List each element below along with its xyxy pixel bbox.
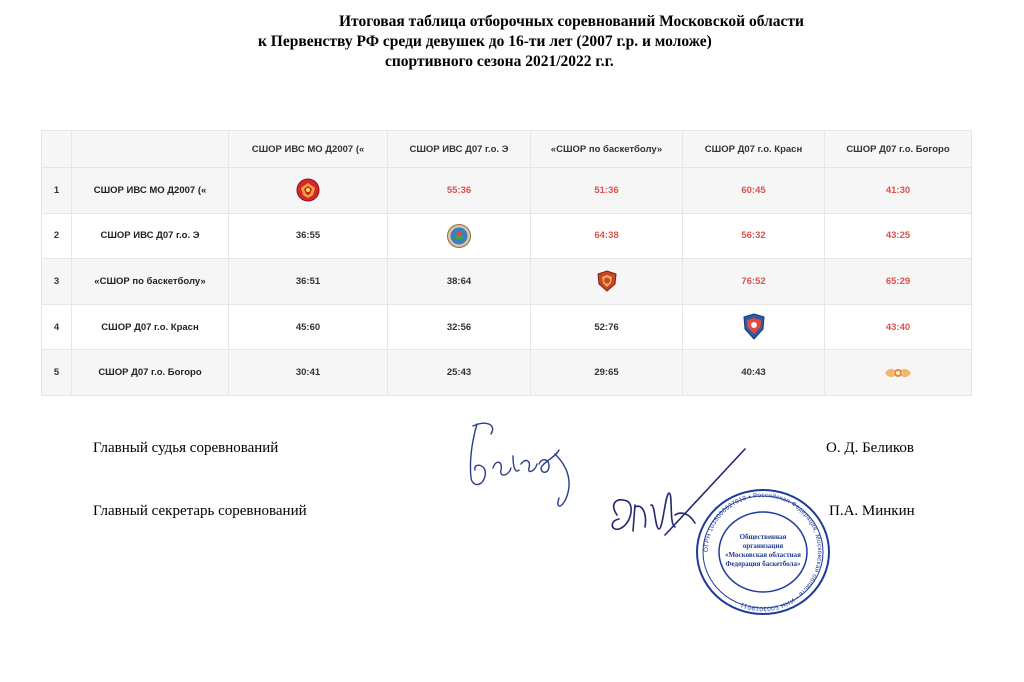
score-cell: 36:51 [229,259,388,305]
stamp-ring-text: ОГРН 1035000027019 • Российская Федерация, Московская область • ИНН 5003019011 [702,491,824,613]
team-logo-cell [825,350,972,396]
table-row [42,259,972,305]
score-cell: 56:32 [683,213,825,259]
table-header-row [42,131,972,168]
score-cell: 60:45 [683,168,825,214]
organization-stamp [693,487,833,617]
team-logo-cell [531,259,683,305]
table-row [42,168,972,214]
chief-secretary-label: Главный секретарь соревнований [93,503,307,519]
row-number: 3 [42,259,72,305]
score-cell: 38:64 [388,259,531,305]
score-cell: 25:43 [388,350,531,396]
score-cell: 43:40 [825,304,972,350]
judge-signature [455,418,585,518]
table-row [42,213,972,259]
stamp-line-2: организация [742,542,784,550]
score-cell: 41:30 [825,168,972,214]
crest-emblem-icon [594,268,620,294]
score-cell: 64:38 [531,213,683,259]
score-cell: 32:56 [388,304,531,350]
header-num [42,131,72,168]
row-number: 1 [42,168,72,214]
title-line-3: спортивного сезона 2021/2022 г.г. [385,53,614,70]
score-cell: 36:55 [229,213,388,259]
red-shield-emblem-icon [295,177,321,203]
table-row [42,304,972,350]
team-name: СШОР Д07 г.о. Богоро [72,350,229,396]
chief-judge-label: Главный судья соревнований [93,440,279,456]
winged-emblem-icon [883,364,913,382]
round-badge-emblem-icon [446,223,472,249]
team-name: СШОР ИВС Д07 г.о. Э [72,213,229,259]
header-team-4: СШОР Д07 г.о. Красн [683,131,825,168]
row-number: 2 [42,213,72,259]
score-cell: 51:36 [531,168,683,214]
team-name: СШОР Д07 г.о. Красн [72,304,229,350]
row-number: 5 [42,350,72,396]
header-team-2: СШОР ИВС Д07 г.о. Э [388,131,531,168]
stamp-line-4: Федерация баскетбола» [725,560,801,568]
title-line-2: к Первенству РФ среди девушек до 16-ти лет (2007 г.р. и моложе) [258,33,712,50]
header-team-5: СШОР Д07 г.о. Богоро [825,131,972,168]
team-name: СШОР ИВС МО Д2007 (« [72,168,229,214]
score-cell: 55:36 [388,168,531,214]
row-number: 4 [42,304,72,350]
stamp-line-3: «Московская областная [725,551,801,559]
team-logo-cell [683,304,825,350]
score-cell: 43:25 [825,213,972,259]
team-name: «СШОР по баскетболу» [72,259,229,305]
score-cell: 40:43 [683,350,825,396]
stamp-line-1: Общественная [739,533,787,541]
score-cell: 30:41 [229,350,388,396]
header-team-3: «СШОР по баскетболу» [531,131,683,168]
team-logo-cell [388,213,531,259]
score-cell: 52:76 [531,304,683,350]
results-table [41,130,972,396]
score-cell: 45:60 [229,304,388,350]
chief-secretary-name: П.А. Минкин [829,503,915,519]
score-cell: 76:52 [683,259,825,305]
header-team-1: СШОР ИВС МО Д2007 (« [229,131,388,168]
title-line-1: Итоговая таблица отборочных соревнований Московской области [339,13,804,30]
score-cell: 65:29 [825,259,972,305]
table-row [42,350,972,396]
score-cell: 29:65 [531,350,683,396]
chief-judge-name: О. Д. Беликов [826,440,914,456]
header-team [72,131,229,168]
team-logo-cell [229,168,388,214]
blue-shield-emblem-icon [741,313,767,341]
